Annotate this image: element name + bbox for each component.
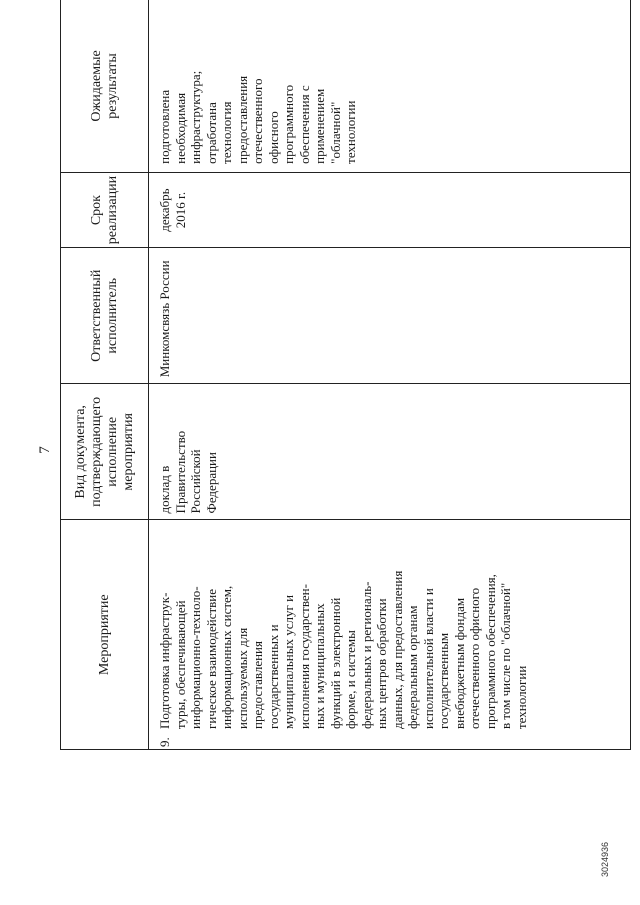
- activity-line: внебюджетным фондам: [451, 597, 467, 729]
- document-line: Российской: [188, 449, 203, 514]
- table-header: [61, 0, 149, 750]
- activity-line: федеральным органам: [405, 605, 420, 729]
- activity-line: муниципальных услуг и: [281, 594, 296, 729]
- header-document: [61, 384, 149, 520]
- activity-line: информационных систем,: [219, 585, 234, 729]
- activity-line: Подготовка инфраструк-: [157, 592, 172, 729]
- result-line: технологии: [343, 100, 358, 164]
- result-line: программного: [281, 84, 296, 164]
- activity-line: туры, обеспечивающей: [172, 600, 188, 729]
- activity-line: форме, и системы: [343, 630, 358, 729]
- activity-line: в том числе по "облачной": [498, 582, 513, 729]
- activity-line: данных, для предоставления: [389, 570, 405, 729]
- header-line: Ответственный: [88, 269, 104, 362]
- activity-line: отечественного офисного: [467, 587, 482, 729]
- result-line: отработана: [203, 102, 219, 164]
- row-number: 9.: [157, 737, 172, 747]
- activities-table: [60, 0, 631, 750]
- activity-line: функций в электронной: [327, 597, 343, 729]
- activity-line: исполнительной власти и: [420, 588, 436, 729]
- result-line: предоставления: [234, 75, 250, 164]
- header-line: Ожидаемые: [88, 50, 104, 122]
- result-line: подготовлена: [157, 89, 172, 164]
- result-line: обеспечения с: [296, 85, 312, 164]
- result-line: отечественного: [250, 78, 265, 164]
- header-row: [61, 0, 149, 750]
- header-line: Мероприятие: [96, 594, 112, 676]
- header-line: подтверждающего: [88, 396, 104, 507]
- table-row: [149, 0, 631, 750]
- header-executor: [61, 248, 149, 384]
- cell-activity: [149, 520, 631, 750]
- header-line: Срок: [88, 195, 104, 226]
- activity-line: предоставления: [250, 641, 265, 729]
- activity-line: гическое взаимодействие: [203, 588, 219, 729]
- page-number: 7: [37, 446, 53, 454]
- activity-line: ных центров обработки: [374, 598, 389, 729]
- activity-text: [157, 524, 529, 729]
- activity-line: технологии: [513, 665, 529, 729]
- header-line: результаты: [104, 53, 120, 119]
- cell-result: [149, 0, 631, 172]
- document-barcode-number: 3024936: [600, 841, 610, 877]
- header-line: Вид документа,: [72, 405, 88, 499]
- activity-line: федеральных и региональ-: [358, 581, 374, 729]
- header-line: мероприятия: [120, 413, 136, 491]
- result-line: "облачной": [327, 101, 343, 164]
- activity-line: государственным: [436, 632, 451, 729]
- activity-line: используемых для: [234, 627, 250, 729]
- header-term: [61, 172, 149, 247]
- executor-line: Минкомсвязь России: [157, 260, 172, 378]
- term-line: декабрь: [157, 188, 172, 232]
- header-line: исполнение: [104, 416, 120, 487]
- document-line: Федерации: [203, 452, 219, 514]
- result-line: технология: [219, 101, 234, 164]
- result-line: офисного: [265, 111, 281, 164]
- document-line: Правительство: [172, 430, 188, 514]
- activity-line: информационно-техноло-: [188, 586, 203, 729]
- activity-line: исполнения государствен-: [296, 584, 312, 729]
- header-activity: [61, 520, 149, 750]
- result-line: инфраструктура;: [188, 70, 203, 164]
- header-line: реализации: [104, 175, 120, 245]
- header-line: исполнитель: [104, 277, 120, 354]
- document-line: доклад в: [157, 465, 172, 514]
- term-line: 2016 г.: [172, 191, 188, 229]
- header-result: [61, 0, 149, 172]
- activity-line: государственных и: [265, 624, 281, 729]
- cell-executor: [149, 248, 631, 384]
- result-line: применением: [312, 88, 327, 164]
- result-line: необходимая: [172, 92, 188, 164]
- activity-line: ных и муниципальных: [312, 603, 327, 729]
- activity-line: программного обеспечения,: [482, 574, 498, 729]
- cell-term: [149, 172, 631, 247]
- cell-document: [149, 384, 631, 520]
- table-body: [149, 0, 631, 750]
